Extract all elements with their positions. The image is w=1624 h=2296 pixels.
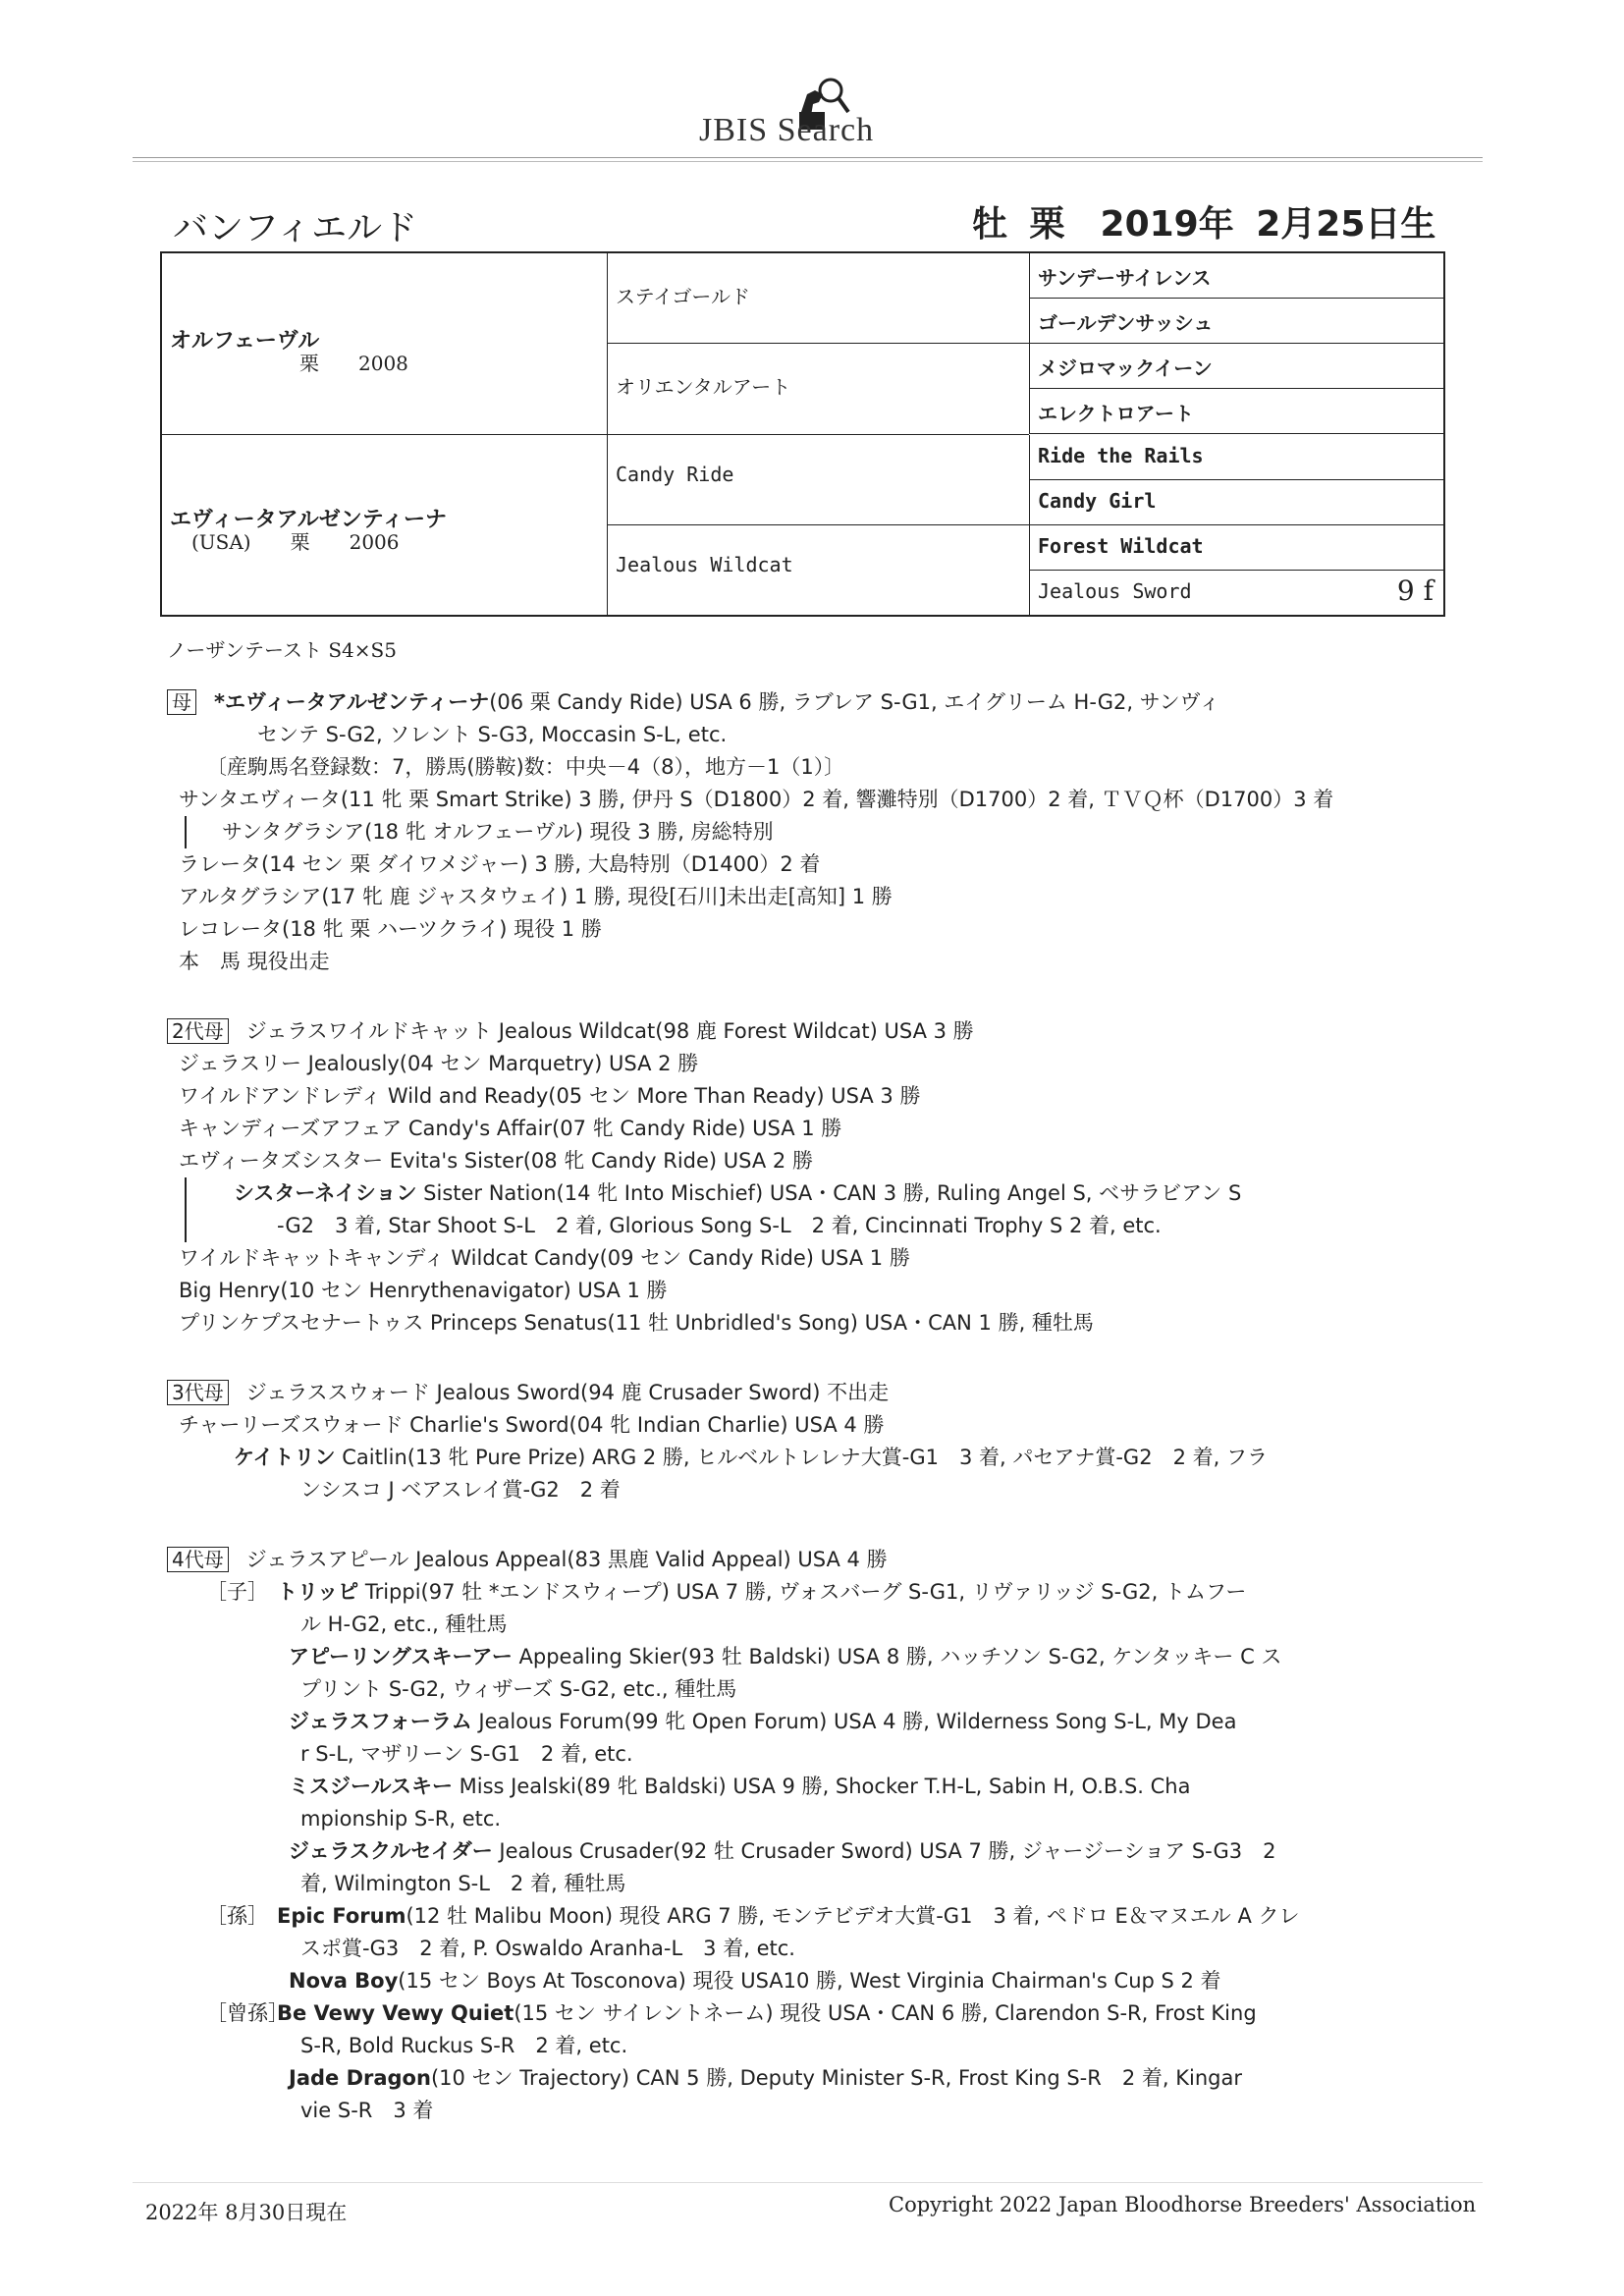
gen3-cell	[1029, 525, 1443, 571]
descendant-record: Miss Jealski(89 牝 Baldski) USA 9 勝, Shocker T.H-L, Sabin H, O.B.S. Cha	[452, 1775, 1191, 1798]
gen3-cell	[1029, 389, 1443, 434]
gen2-name: オリエンタルアート	[616, 375, 791, 399]
gen3-cell	[1029, 344, 1443, 389]
offspring-row: 本 馬 現役出走	[179, 950, 330, 973]
fourth-dam-head: ジェラスアピール Jealous Appeal(83 黒鹿 Valid Appeal) USA 4 勝	[245, 1548, 888, 1571]
descendant-record-cont: スポ賞-G3 2 着, P. Oswaldo Aranha-L 3 着, etc.	[300, 1937, 795, 1960]
gen3-cell	[1029, 480, 1443, 525]
offspring-row: プリンケプスセナートゥス Princeps Senatus(11 牡 Unbridled's Song) USA・CAN 1 勝, 種牡馬	[179, 1311, 1094, 1335]
gen3-cell	[1029, 571, 1443, 615]
gen3-cell	[1029, 253, 1443, 299]
descendant-record: (12 牡 Malibu Moon) 現役 ARG 7 勝, モンテビデオ大賞-G1 3 着, ペドロ E＆マヌエル A クレ	[406, 1904, 1300, 1928]
dam-record: (06 栗 Candy Ride) USA 6 勝, ラブレア S-G1, エイグリーム H-G2, サンヴィ	[489, 690, 1220, 714]
inbreeding-note: ノーザンテースト S4×S5	[167, 638, 397, 662]
descendant-record: Appealing Skier(93 牡 Baldski) USA 8 勝, ハッチソン S-G2, ケンタッキー C ス	[512, 1645, 1282, 1668]
gen3-cell	[1029, 299, 1443, 344]
offspring-row: エヴィータズシスター Evita's Sister(08 牝 Candy Ride) USA 2 勝	[179, 1149, 813, 1173]
dam-year: 2006	[349, 530, 400, 554]
footer-copyright: Copyright 2022 Japan Bloodhorse Breeders' Association	[889, 2193, 1477, 2216]
offspring-row: ラレータ(14 セン 栗 ダイワメジャー) 3 勝, 大島特別（D1400）2 着	[179, 852, 821, 876]
offspring-row: レコレータ(18 牝 栗 ハーツクライ) 現役 1 勝	[179, 917, 602, 941]
gen3-name: メジロマックイーン	[1038, 356, 1213, 380]
offspring-row	[167, 1442, 1394, 1474]
gen2-cell	[607, 435, 1029, 525]
descendant-record-cont: プリント S-G2, ウィザーズ S-G2, etc., 種牡馬	[300, 1677, 737, 1701]
descendant-record-cont: S-R, Bold Ruckus S-R 2 着, etc.	[300, 2034, 628, 2057]
offspring-text: サンタグラシア(18 牝 オルフェーヴル) 現役 3 勝, 房総特別	[222, 820, 774, 844]
gen2-cell	[607, 253, 1029, 344]
gen3-name: Ride the Rails	[1038, 444, 1204, 467]
dam-origin: (USA)	[191, 530, 251, 554]
offspring-row: アルタグラシア(17 牝 鹿 ジャスタウェイ) 1 勝, 現役[石川]未出走[高知] 1 勝	[179, 885, 893, 908]
descendant-row	[167, 1900, 1394, 1933]
dam-cell	[162, 435, 607, 615]
descendant-name: Jade Dragon	[289, 2066, 431, 2090]
sire-name: オルフェーヴル	[170, 329, 320, 354]
role-grandchild: ［孫］	[206, 1904, 268, 1928]
descendant-row	[167, 1835, 1394, 1868]
winner-name: シスターネイション	[234, 1181, 417, 1205]
sire-coat: 栗	[299, 352, 319, 375]
offspring-row: チャーリーズスウォード Charlie's Sword(04 牝 Indian Charlie) USA 4 勝	[179, 1413, 885, 1437]
descendant-name: Nova Boy	[289, 1969, 399, 1993]
gen2-name: Jealous Wildcat	[616, 553, 793, 576]
descendant-record: (15 セン Boys At Tosconova) 現役 USA10 勝, West Virginia Chairman's Cup S 2 着	[398, 1969, 1221, 1993]
gen3-name: エレクトロアート	[1038, 402, 1194, 425]
offspring-row	[167, 816, 1394, 848]
descendant-record-cont: mpionship S-R, etc.	[300, 1807, 502, 1831]
dam-record-cont: センテ S-G2, ソレント S-G3, Moccasin S-L, etc.	[257, 723, 728, 746]
descendant-record-cont: 着, Wilmington S-L 2 着, 種牡馬	[300, 1872, 626, 1895]
gen3-name: Jealous Sword	[1038, 579, 1192, 603]
descendant-record-cont: ル H-G2, etc., 種牡馬	[300, 1613, 508, 1636]
offspring-row: Big Henry(10 セン Henrythenavigator) USA 1 勝	[179, 1279, 668, 1302]
descendant-record: (15 セン サイレントネーム) 現役 USA・CAN 6 勝, Clarendon S-R, Frost King	[514, 2001, 1257, 2025]
dam-details	[191, 526, 400, 555]
descendant-name: アピーリングスキーアー	[289, 1645, 513, 1668]
gen3-name: ゴールデンサッシュ	[1038, 311, 1214, 335]
offspring-row: サンタエヴィータ(11 牝 栗 Smart Strike) 3 勝, 伊丹 S（D1800）2 着, 響灘特別（D1700）2 着, ＴＶＱ杯（D1700）3 着	[179, 788, 1334, 811]
descendant-name: ミスジールスキー	[289, 1775, 453, 1798]
footer-date: 2022年 8月30日現在	[145, 2201, 348, 2224]
winner-record-cont: -G2 3 着, Star Shoot S-L 2 着, Glorious Song S-L 2 着, Cincinnati Trophy S 2 着, etc.	[277, 1214, 1162, 1237]
gen2-cell	[607, 344, 1029, 435]
third-dam-line	[167, 1377, 1394, 1409]
descendant-row	[167, 1576, 1394, 1609]
descendant-row	[167, 1771, 1394, 1803]
lineage-bar	[185, 816, 187, 848]
sire-year: 2008	[358, 352, 408, 375]
gen3-name: サンデーサイレンス	[1038, 266, 1212, 290]
dam-name: エヴィータアルゼンティーナ	[170, 508, 448, 532]
horse-name: バンフィエルド	[173, 208, 418, 248]
offspring-row	[167, 1177, 1394, 1210]
family-record	[167, 634, 1394, 2127]
descendant-name: Epic Forum	[277, 1904, 406, 1928]
dam-line	[167, 686, 1394, 719]
descendant-row	[167, 1641, 1394, 1673]
descendant-name: トリッピ	[277, 1580, 359, 1604]
gen2-name: ステイゴールド	[616, 285, 750, 308]
gen3-name: Candy Girl	[1038, 489, 1157, 513]
offspring-row: ワイルドアンドレディ Wild and Ready(05 セン More Than Ready) USA 3 勝	[179, 1084, 921, 1108]
sire-details	[299, 348, 408, 376]
dam-label: 母	[167, 689, 196, 715]
descendant-record: (10 セン Trajectory) CAN 5 勝, Deputy Minister S-R, Frost King S-R 2 着, Kingar	[430, 2066, 1242, 2090]
sire-cell	[162, 253, 607, 435]
descendant-row	[167, 1997, 1394, 2030]
descendant-record: Trippi(97 牡 *エンドスウィープ) USA 7 勝, ヴォスバーグ S-G1, リヴァリッジ S-G2, トムフー	[358, 1580, 1247, 1604]
winner-name: ケイトリン	[234, 1446, 336, 1469]
gen3-cell	[1029, 435, 1443, 480]
second-dam-line	[167, 1015, 1394, 1048]
dam-name-bold: *エヴィータアルゼンティーナ	[214, 690, 490, 714]
winner-record: Sister Nation(14 牝 Into Mischief) USA・CAN 3 勝, Ruling Angel S, ベサラビアン S	[416, 1181, 1242, 1205]
winner-record-cont: ンシスコ J ベアスレイ賞-G2 2 着	[300, 1478, 621, 1502]
fourth-dam-line	[167, 1544, 1394, 1576]
logo-text: JBIS Search	[699, 112, 875, 148]
dam-coat: 栗	[290, 530, 310, 554]
descendant-record: Jealous Crusader(92 牡 Crusader Sword) USA 7 勝, ジャージーショア S-G3 2	[492, 1839, 1276, 1863]
fourth-dam-label: 4代母	[167, 1547, 229, 1572]
descendant-row	[167, 2062, 1394, 2095]
winner-record: Caitlin(13 牝 Pure Prize) ARG 2 勝, ヒルベルトレレナ大賞-G1 3 着, パセアナ賞-G2 2 着, フラ	[335, 1446, 1268, 1469]
third-dam-label: 3代母	[167, 1380, 229, 1405]
gen2-cell	[607, 525, 1029, 615]
gen3-name: Forest Wildcat	[1038, 534, 1204, 558]
role-child: ［子］	[206, 1580, 268, 1604]
descendant-name: ジェラスフォーラム	[289, 1710, 472, 1733]
descendant-row	[167, 1706, 1394, 1738]
descendant-row	[167, 1965, 1394, 1997]
jbis-logo	[699, 61, 935, 159]
role-greatgrandchild: ［曾孫］	[206, 2001, 289, 2025]
gen2-name: Candy Ride	[616, 463, 734, 486]
second-dam-label: 2代母	[167, 1018, 229, 1044]
header-rule	[133, 157, 1483, 162]
footer-rule	[133, 2182, 1483, 2183]
descendant-record: Jealous Forum(99 牝 Open Forum) USA 4 勝, Wilderness Song S-L, My Dea	[471, 1710, 1237, 1733]
descendant-name: ジェラスクルセイダー	[289, 1839, 493, 1863]
offspring-row: キャンディーズアフェア Candy's Affair(07 牝 Candy Ride) USA 1 勝	[179, 1117, 842, 1140]
second-dam-head: ジェラスワイルドキャット Jealous Wildcat(98 鹿 Forest Wildcat) USA 3 勝	[245, 1019, 974, 1043]
pedigree-table	[160, 251, 1445, 617]
family-number: 9 f	[1396, 574, 1434, 607]
descendant-record-cont: r S-L, マザリーン S-G1 2 着, etc.	[300, 1742, 633, 1766]
descendant-record-cont: vie S-R 3 着	[300, 2099, 434, 2122]
horse-meta: 牡 栗 2019年 2月25日生	[972, 204, 1436, 245]
descendant-name: Be Vewy Vewy Quiet	[277, 2001, 514, 2025]
offspring-row: ワイルドキャットキャンディ Wildcat Candy(09 セン Candy Ride) USA 1 勝	[179, 1246, 910, 1270]
third-dam-head: ジェラススウォード Jealous Sword(94 鹿 Crusader Sword) 不出走	[245, 1381, 890, 1404]
dam-offspring-stats: 〔産駒馬名登録数：7，勝馬(勝鞍)数：中央－4（8），地方－1（1）〕	[206, 755, 845, 779]
offspring-row: ジェラスリー Jealously(04 セン Marquetry) USA 2 勝	[179, 1052, 699, 1075]
